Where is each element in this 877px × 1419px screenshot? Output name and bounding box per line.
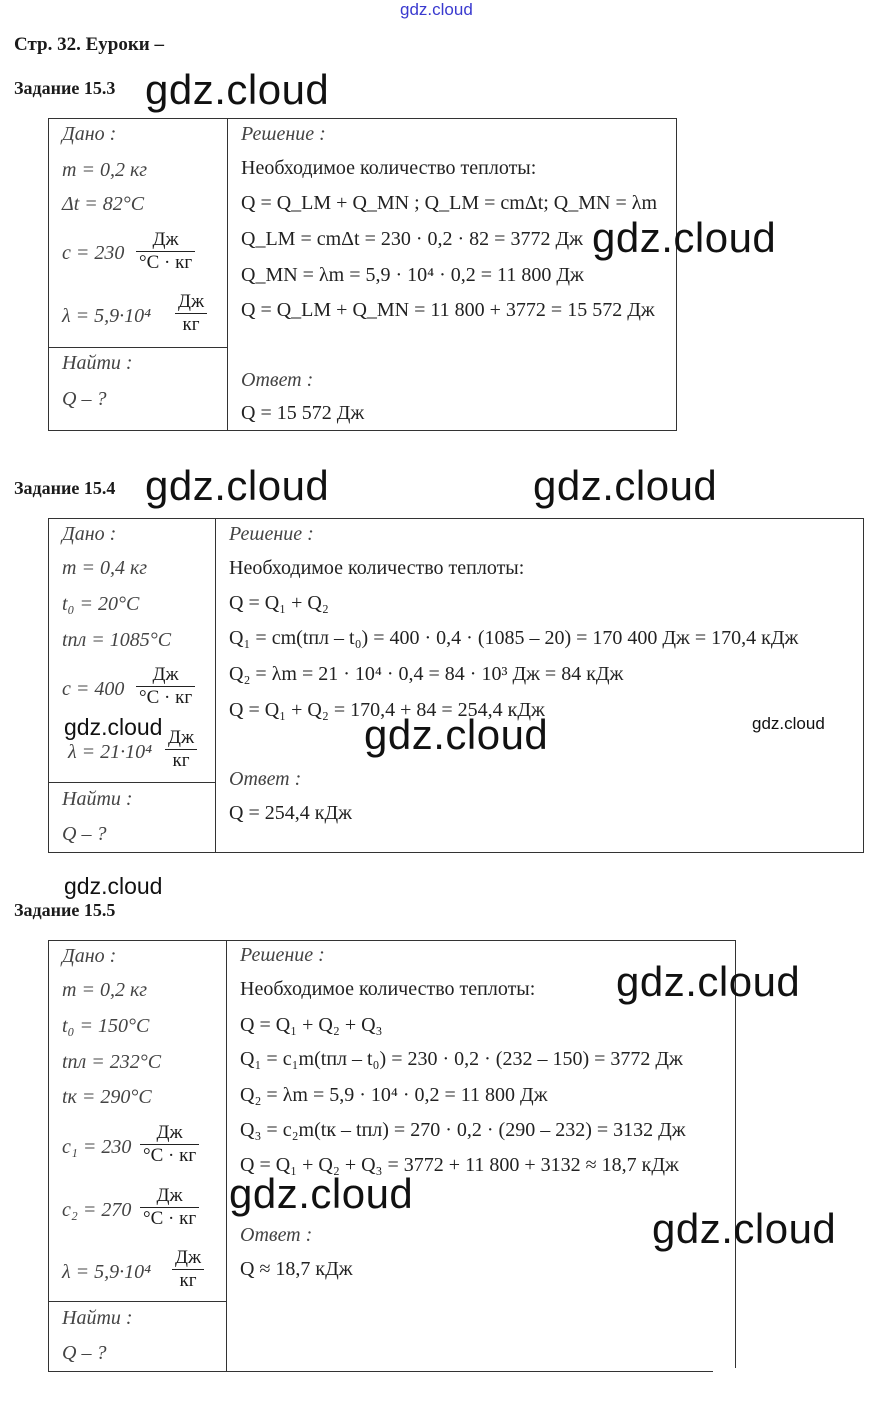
unit-fraction xyxy=(172,1247,204,1292)
solution-label: Решение : xyxy=(229,523,314,545)
given-label: Дано : xyxy=(62,945,117,967)
unit-denominator: кг xyxy=(172,750,190,771)
watermark: gdz.cloud xyxy=(752,714,825,733)
table-border xyxy=(48,940,736,941)
table-divider xyxy=(226,940,227,1372)
table-divider xyxy=(48,347,228,348)
solution-line: Q₂ = λm = 5,9 · 10⁴ · 0,2 = 11 800 Дж xyxy=(240,1084,548,1106)
find-label: Найти : xyxy=(62,1307,133,1329)
watermark: gdz.cloud xyxy=(145,66,330,113)
given-item: t₀ = 20°C xyxy=(62,593,140,615)
solution-line: Q = Q_LM + Q_MN ; Q_LM = cmΔt; Q_MN = λm xyxy=(241,192,658,214)
solution-line: Необходимое количество теплоты: xyxy=(229,557,525,579)
given-item: tпл = 232°C xyxy=(62,1051,162,1073)
given-item: c₂ = 270 xyxy=(62,1199,132,1221)
given-label: Дано : xyxy=(62,523,117,545)
unit-numerator: Дж xyxy=(140,1185,199,1208)
solution-line: Необходимое количество теплоты: xyxy=(241,157,537,179)
given-item: λ = 5,9·10⁴ xyxy=(62,305,152,327)
watermark: gdz.cloud xyxy=(533,462,718,509)
find-value: Q – ? xyxy=(62,823,107,845)
unit-denominator: °C · кг xyxy=(143,1208,197,1229)
solution-line: Q = Q₁ + Q₂ + Q₃ xyxy=(240,1014,383,1036)
table-divider xyxy=(227,118,228,431)
unit-denominator: кг xyxy=(179,1270,197,1291)
page-heading: Стр. 32. Еуроки – xyxy=(14,34,164,55)
unit-denominator: кг xyxy=(182,314,200,335)
find-value: Q – ? xyxy=(62,388,107,410)
unit-fraction xyxy=(165,727,197,772)
unit-fraction xyxy=(136,664,195,709)
unit-numerator: Дж xyxy=(165,727,197,750)
given-item: c = 230 xyxy=(62,242,125,264)
watermark-top: gdz.cloud xyxy=(400,0,473,19)
solution-line: Q = Q_LM + Q_MN = 11 800 + 3772 = 15 572 Дж xyxy=(241,299,655,321)
solution-label: Решение : xyxy=(241,123,326,145)
unit-fraction xyxy=(140,1185,199,1230)
find-label: Найти : xyxy=(62,352,133,374)
given-item: m = 0,2 кг xyxy=(62,979,148,1001)
given-item: tпл = 1085°C xyxy=(62,629,172,651)
table-divider xyxy=(215,518,216,853)
watermark: gdz.cloud xyxy=(64,714,163,740)
task-title-15-3: Задание 15.3 xyxy=(14,78,116,98)
given-item: m = 0,2 кг xyxy=(62,159,148,181)
solution-line: Q = Q₁ + Q₂ = 170,4 + 84 = 254,4 кДж xyxy=(229,699,545,721)
solution-line: Q_LM = cmΔt = 230 · 0,2 · 82 = 3772 Дж xyxy=(241,228,583,250)
answer-label: Ответ : xyxy=(229,768,302,790)
unit-denominator: °C · кг xyxy=(143,1145,197,1166)
given-item: c = 400 xyxy=(62,678,125,700)
table-divider xyxy=(48,782,216,783)
table-border xyxy=(48,1371,713,1372)
given-item: λ = 5,9·10⁴ xyxy=(62,1261,152,1283)
watermark: gdz.cloud xyxy=(64,873,163,899)
watermark: gdz.cloud xyxy=(364,711,549,758)
unit-numerator: Дж xyxy=(172,1247,204,1270)
unit-fraction xyxy=(136,229,195,274)
task-title-15-4: Задание 15.4 xyxy=(14,478,116,498)
solution-line: Q₃ = c₂m(tк – tпл) = 270 · 0,2 · (290 – 232) = 3132 Дж xyxy=(240,1119,686,1141)
unit-numerator: Дж xyxy=(136,229,195,252)
given-item: Δt = 82°C xyxy=(62,193,145,215)
find-label: Найти : xyxy=(62,788,133,810)
watermark: gdz.cloud xyxy=(145,462,330,509)
unit-numerator: Дж xyxy=(136,664,195,687)
watermark: gdz.cloud xyxy=(229,1170,414,1217)
table-divider xyxy=(48,1301,227,1302)
unit-numerator: Дж xyxy=(175,291,207,314)
watermark: gdz.cloud xyxy=(616,958,801,1005)
answer-label: Ответ : xyxy=(241,369,314,391)
task-title-15-5: Задание 15.5 xyxy=(14,900,116,920)
unit-denominator: °C · кг xyxy=(139,252,193,273)
solution-line: Q_MN = λm = 5,9 · 10⁴ · 0,2 = 11 800 Дж xyxy=(241,264,584,286)
answer-value: Q = 15 572 Дж xyxy=(241,402,365,424)
unit-numerator: Дж xyxy=(140,1122,199,1145)
given-item: λ = 21·10⁴ xyxy=(68,741,153,763)
unit-fraction xyxy=(175,291,207,336)
unit-denominator: °C · кг xyxy=(139,687,193,708)
given-item: m = 0,4 кг xyxy=(62,557,148,579)
given-item: tк = 290°C xyxy=(62,1086,152,1108)
answer-label: Ответ : xyxy=(240,1224,313,1246)
unit-fraction xyxy=(140,1122,199,1167)
given-item: c₁ = 230 xyxy=(62,1136,132,1158)
solution-line: Необходимое количество теплоты: xyxy=(240,978,536,1000)
solution-line: Q₁ = c₁m(tпл – t₀) = 230 · 0,2 · (232 – 150) = 3772 Дж xyxy=(240,1048,683,1070)
solution-line: Q = Q₁ + Q₂ xyxy=(229,592,329,614)
given-label: Дано : xyxy=(62,123,117,145)
solution-line: Q = Q₁ + Q₂ + Q₃ = 3772 + 11 800 + 3132 ≈ 18,7 кДж xyxy=(240,1154,679,1176)
answer-value: Q ≈ 18,7 кДж xyxy=(240,1258,353,1280)
watermark: gdz.cloud xyxy=(652,1205,837,1252)
given-item: t₀ = 150°C xyxy=(62,1015,150,1037)
answer-value: Q = 254,4 кДж xyxy=(229,802,352,824)
solution-label: Решение : xyxy=(240,944,325,966)
solution-line: Q₁ = cm(tпл – t₀) = 400 · 0,4 · (1085 – 20) = 170 400 Дж = 170,4 кДж xyxy=(229,627,799,649)
solution-line: Q₂ = λm = 21 · 10⁴ · 0,4 = 84 · 10³ Дж = 84 кДж xyxy=(229,663,624,685)
table-border xyxy=(48,940,49,1372)
watermark: gdz.cloud xyxy=(592,214,777,261)
find-value: Q – ? xyxy=(62,1342,107,1364)
